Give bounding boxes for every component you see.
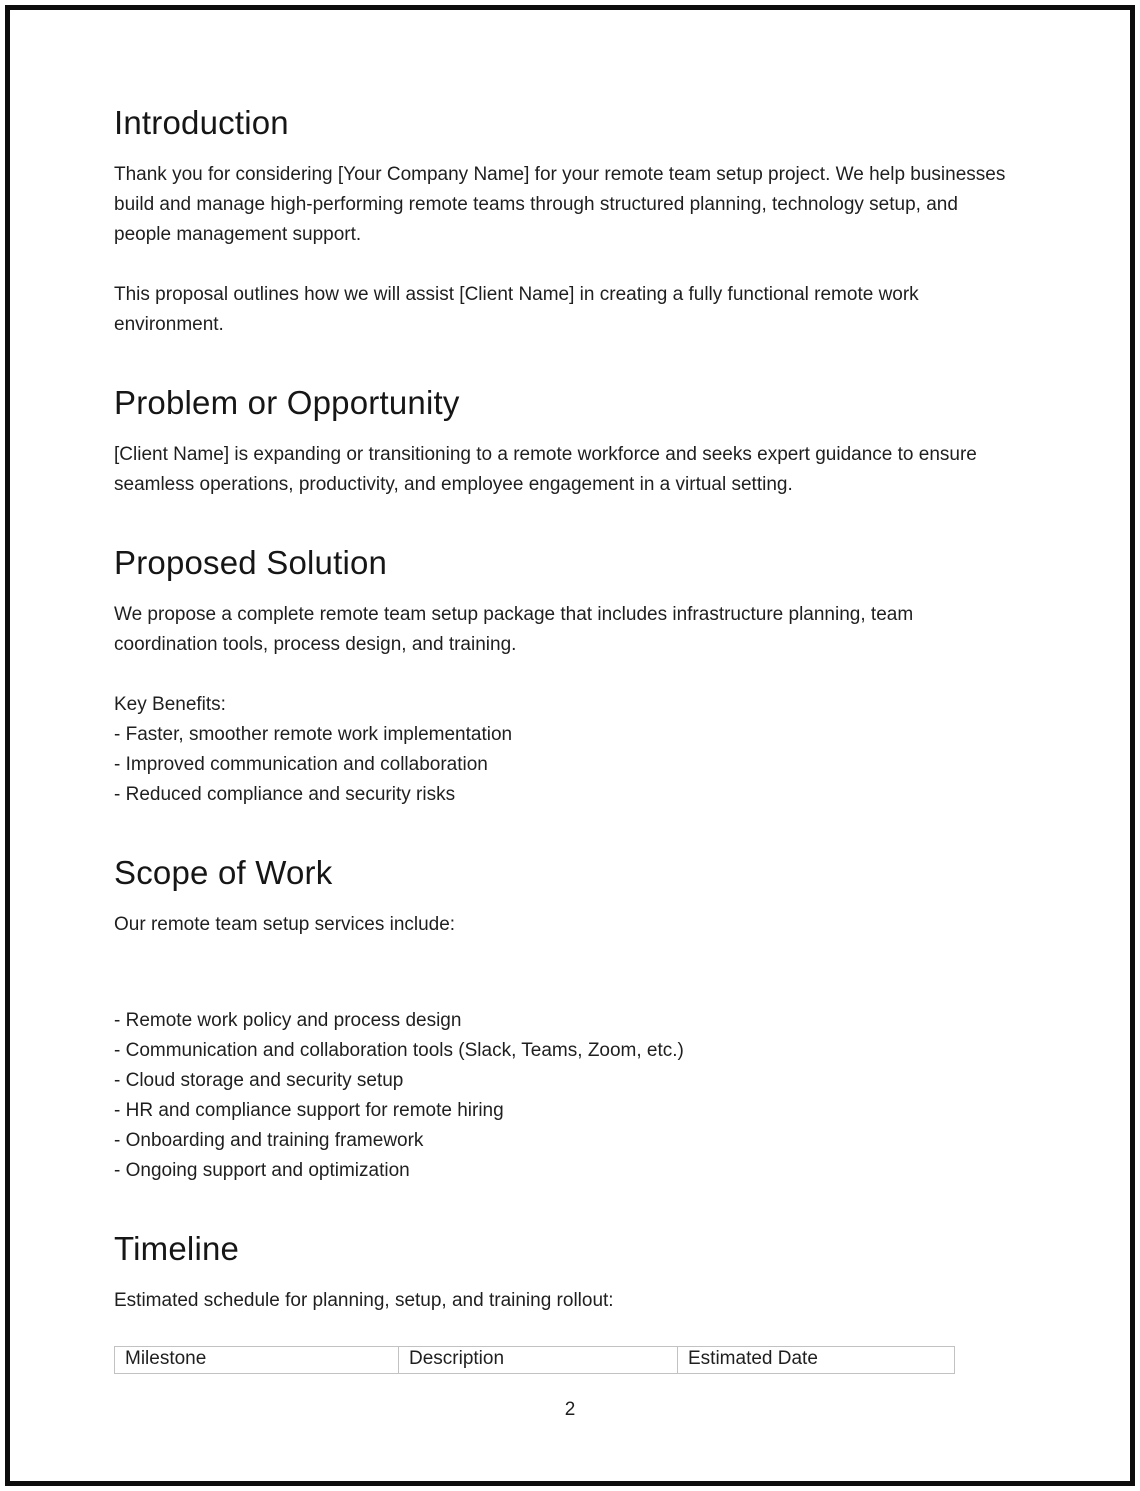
page-number: 2 <box>564 1399 576 1420</box>
paragraph: This proposal outlines how we will assist [Client Name] in creating a fully functional remote work environment. <box>114 283 919 335</box>
list-item: - HR and compliance support for remote hiring <box>114 1099 504 1121</box>
paragraph: Thank you for considering [Your Company Name] for your remote team setup project. We help businesses build and manage high-performing remote teams through structured planning, technology setup, and people management support. <box>114 163 1006 245</box>
blank-line <box>114 970 1012 1000</box>
scope-services-list <box>114 1006 1012 1186</box>
list-item: - Onboarding and training framework <box>114 1129 424 1151</box>
list-item: - Remote work policy and process design <box>114 1009 462 1031</box>
list-item: - Faster, smoother remote work implementation <box>114 723 513 745</box>
section-heading-scope: Scope of Work <box>114 853 333 891</box>
section-problem-or-opportunity <box>114 384 1012 500</box>
list-intro: Key Benefits: <box>114 693 226 715</box>
section-heading-problem: Problem or Opportunity <box>114 383 460 421</box>
key-benefits-list <box>114 690 1012 810</box>
list-item: - Reduced compliance and security risks <box>114 783 456 805</box>
section-heading-introduction: Introduction <box>114 104 289 141</box>
paragraph: Our remote team setup services include: <box>114 913 456 935</box>
list-item: - Communication and collaboration tools (Slack, Teams, Zoom, etc.) <box>114 1039 684 1061</box>
paragraph: Estimated schedule for planning, setup, and training rollout: <box>114 1289 614 1311</box>
section-scope-of-work <box>114 854 1012 1186</box>
section-heading-solution: Proposed Solution <box>114 543 388 581</box>
table-header-row <box>115 1346 955 1373</box>
paragraph: [Client Name] is expanding or transitioning to a remote workforce and seeks expert guidance to ensure seamless operations, productivity, and employee engagement in a virtual setting. <box>114 443 977 495</box>
section-heading-timeline: Timeline <box>114 1229 240 1267</box>
list-item: - Cloud storage and security setup <box>114 1069 404 1091</box>
table-header-estimated-date: Estimated Date <box>678 1346 955 1373</box>
timeline-table <box>114 1346 955 1374</box>
paragraph: We propose a complete remote team setup package that includes infrastructure planning, team coordination tools, process design, and training. <box>114 603 914 655</box>
section-introduction <box>114 104 1012 340</box>
section-proposed-solution <box>114 544 1012 810</box>
table-header-milestone: Milestone <box>115 1346 399 1373</box>
table-header-description: Description <box>399 1346 678 1373</box>
list-item: - Ongoing support and optimization <box>114 1159 410 1181</box>
section-timeline <box>114 1230 1012 1374</box>
list-item: - Improved communication and collaboration <box>114 753 488 775</box>
